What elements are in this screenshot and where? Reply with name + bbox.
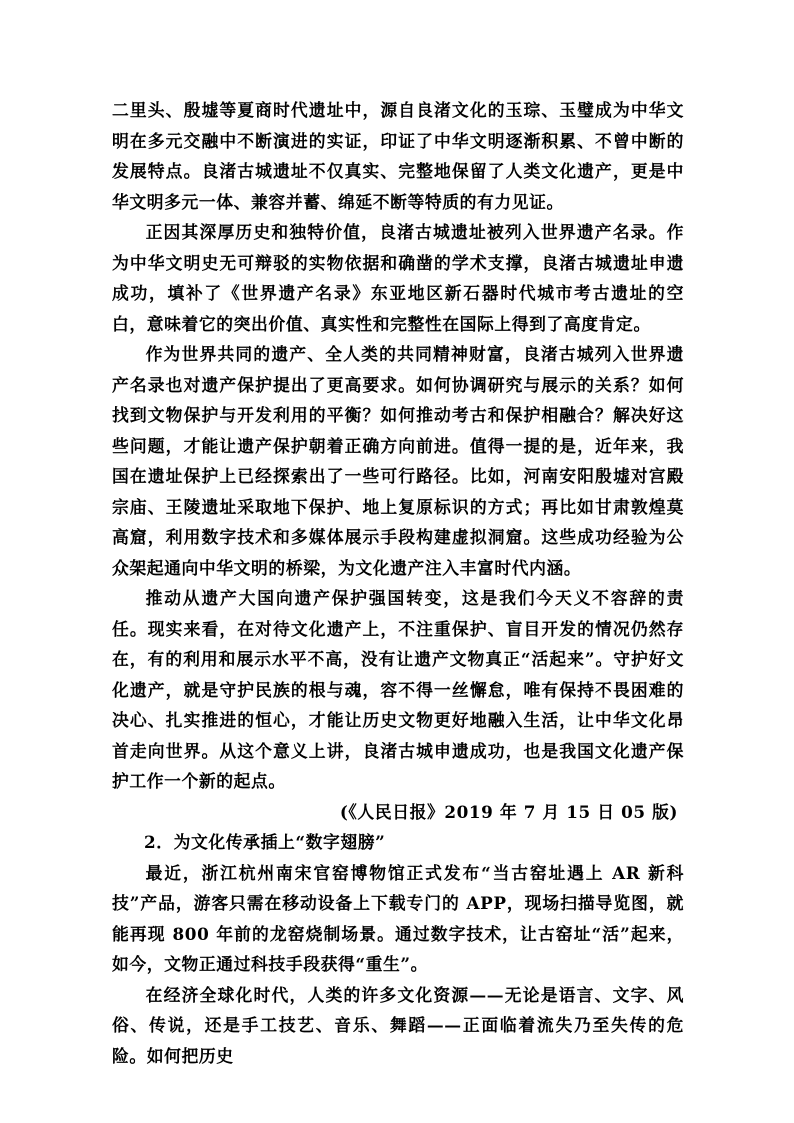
section-heading: 2．为文化传承插上“数字翅膀” (144, 832, 386, 852)
paragraph-2: 正因其深厚历史和独特价值，良渚古城遗址被列入世界遗产名录。作为中华文明史无可辩驳的实物依据和确凿的学术支撑，良渚古城遗址申遗成功，填补了《世界遗产名录》东亚地区新石器时代城市考古遗址的空白，意味着它的突出价值、真实性和完整性在国际上得到了高度肯定。 (112, 222, 684, 334)
paragraph-3: 作为世界共同的遗产、全人类的共同精神财富，良渚古城列入世界遗产名录也对遗产保护提出了更高要求。如何协调研究与展示的关系？如何找到文物保护与开发利用的平衡？如何推动考古和保护相融合？解决好这些问题，才能让遗产保护朝着正确方向前进。值得一提的是，近年来，我国在遗址保护上已经探索出了一些可行路径。比如，河南安阳殷墟对宫殿宗庙、王陵遗址采取地下保护、地上复原标识的方式；再比如甘肃敦煌莫高窟，利用数字技术和多媒体展示手段构建虚拟洞窟。这些成功经验为公众架起通向中华文明的桥梁，为文化遗产注入丰富时代内涵。 (112, 344, 684, 578)
document-page (112, 95, 684, 1071)
paragraph-6: 在经济全球化时代，人类的许多文化资源——无论是语言、文字、风俗、传说，还是手工技艺、音乐、舞蹈——正面临着流失乃至失传的危险。如何把历史 (112, 984, 684, 1066)
paragraph-5: 最近，浙江杭州南宋官窑博物馆正式发布“当古窑址遇上 AR 新科技”产品，游客只需在移动设备上下载专门的 APP，现场扫描导览图，就能再现 800 年前的龙窑烧制场景。通过数字技术，让古窑址“活”起来，如今，文物正通过科技手段获得“重生”。 (112, 862, 684, 974)
paragraph-4: 推动从遗产大国向遗产保护强国转变，这是我们今天义不容辞的责任。现实来看，在对待文化遗产上，不注重保护、盲目开发的情况仍然存在，有的利用和展示水平不高，没有让遗产文物真正“活起来”。守护好文化遗产，就是守护民族的根与魂，容不得一丝懈怠，唯有保持不畏困难的决心、扎实推进的恒心，才能让历史文物更好地融入生活，让中华文化昂首走向世界。从这个意义上讲，良渚古城申遗成功，也是我国文化遗产保护工作一个新的起点。 (112, 588, 684, 791)
source-citation: (《人民日报》2019 年 7 月 15 日 05 版) (339, 801, 678, 822)
paragraph-1: 二里头、殷墟等夏商时代遗址中，源自良渚文化的玉琮、玉璧成为中华文明在多元交融中不断演进的实证，印证了中华文明逐渐积累、不曾中断的发展特点。良渚古城遗址不仅真实、完整地保留了人类文化遗产，更是中华文明多元一体、兼容并蓄、绵延不断等特质的有力见证。 (112, 100, 684, 212)
